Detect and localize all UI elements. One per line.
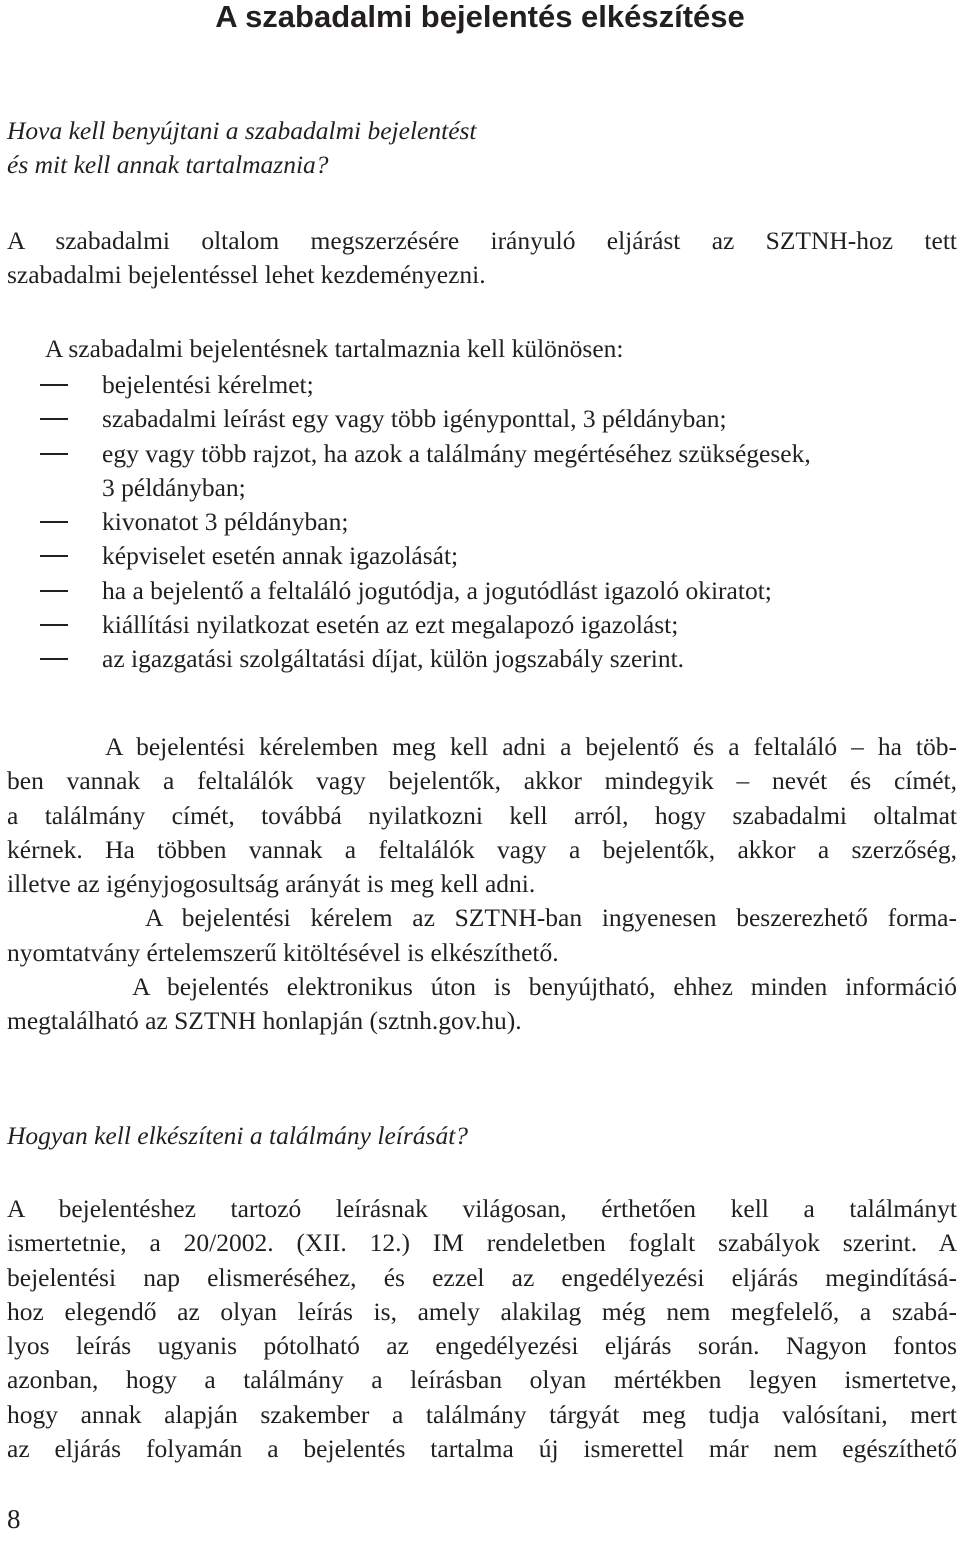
text-line: szabadalmi bejelentéssel lehet kezdeményezni. — [7, 260, 486, 290]
list-item — [7, 574, 957, 608]
text-line: A bejelentési kérelemben meg kell adni a bejelentő és a feltaláló – ha töb- — [7, 732, 957, 761]
list-item — [7, 505, 957, 539]
dash-bullet — [40, 555, 68, 557]
list-item-text: egy vagy több rajzot, ha azok a találmány megértéséhez szükségesek, — [102, 438, 811, 468]
text-line: hogy annak alapján szakember a találmány tárgyát meg tudja valósítani, mert — [7, 1399, 957, 1429]
list-intro — [45, 332, 960, 366]
text-line: A bejelentéshez tartozó leírásnak világosan, érthetően kell a találmányt — [7, 1194, 957, 1223]
text-line: bejelentési nap elismeréséhez, és ezzel az engedélyezési eljárás megindításá- — [7, 1262, 957, 1292]
dash-bullet — [40, 521, 68, 523]
section-2-paragraph — [7, 1192, 957, 1466]
list-item-text: kivonatot 3 példányban; — [102, 507, 349, 537]
dash-bullet — [40, 453, 68, 455]
page-title: A szabadalmi bejelentés elkészítése — [215, 0, 745, 34]
dash-bullet — [40, 418, 68, 420]
question-line: Hova kell benyújtani a szabadalmi bejelentést — [7, 116, 477, 145]
list-item — [7, 402, 957, 436]
dash-bullet — [40, 384, 68, 386]
list-item — [7, 642, 957, 676]
text-line: ben vannak a feltalálók vagy bejelentők, akkor mindegyik – nevét és címét, — [7, 766, 957, 796]
text-line: illetve az igényjogosultság arányát is meg kell adni. — [7, 869, 536, 899]
text-line: A bejelentés elektronikus úton is benyújtható, ehhez minden információ — [7, 972, 957, 1002]
question-line: és mit kell annak tartalmaznia? — [7, 150, 329, 180]
list-item-text: ha a bejelentő a feltaláló jogutódja, a jogutódlást igazoló okiratot; — [102, 575, 772, 605]
list-item-text: képviselet esetén annak igazolását; — [102, 541, 459, 571]
list-item — [7, 437, 957, 471]
list-item — [7, 539, 957, 573]
text-line: A szabadalmi oltalom megszerzésére irányuló eljárást az SZTNH-hoz tett — [7, 226, 957, 255]
dash-bullet — [40, 658, 68, 660]
section-1-paragraph — [7, 224, 957, 293]
text-line: A bejelentési kérelem az SZTNH-ban ingyenesen beszerezhető forma- — [7, 903, 957, 933]
text-line: a találmány címét, továbbá nyilatkozni kell arról, hogy szabadalmi oltalmat — [7, 800, 957, 830]
list-item-text: 3 példányban; — [102, 472, 246, 502]
list-item-text: szabadalmi leírást egy vagy több igényponttal, 3 példányban; — [102, 404, 727, 434]
section-1-body — [7, 730, 957, 1039]
text-line: az eljárás folyamán a bejelentés tartalma új ismerettel már nem egészíthető — [7, 1434, 957, 1464]
dash-bullet — [40, 624, 68, 626]
list-item-text: az igazgatási szolgáltatási díjat, külön jogszabály szerint. — [102, 644, 685, 674]
section-1-question — [7, 114, 957, 183]
text-line: kérnek. Ha többen vannak a feltalálók vagy a bejelentők, akkor a szerzőség, — [7, 834, 957, 864]
list-item — [7, 368, 957, 402]
list-item-text: bejelentési kérelmet; — [102, 370, 314, 399]
section-2-question — [7, 1119, 957, 1153]
text-line: megtalálható az SZTNH honlapján (sztnh.gov.hu). — [7, 1006, 522, 1036]
text-line: azonban, hogy a találmány a leírásban olyan mértékben legyen ismertetve, — [7, 1365, 957, 1395]
list-item-continuation — [7, 471, 957, 505]
text-line: ismertetnie, a 20/2002. (XII. 12.) IM rendeletben foglalt szabályok szerint. A — [7, 1228, 957, 1258]
text-line: hoz elegendő az olyan leírás is, amely alakilag még nem megfelelő, a szabá- — [7, 1296, 957, 1326]
text-line: nyomtatvány értelemszerű kitöltésével is elkészíthető. — [7, 937, 559, 967]
requirements-list — [7, 368, 957, 677]
list-item — [7, 608, 957, 642]
list-item-text: kiállítási nyilatkozat esetén az ezt megalapozó igazolást; — [102, 610, 679, 640]
text-line: lyos leírás ugyanis pótolható az engedélyezési eljárás során. Nagyon fontos — [7, 1331, 957, 1361]
question-line: Hogyan kell elkészíteni a találmány leírását? — [7, 1121, 469, 1150]
dash-bullet — [40, 590, 68, 592]
page-number: 8 — [7, 1504, 21, 1534]
list-intro-text: A szabadalmi bejelentésnek tartalmaznia kell különösen: — [45, 334, 624, 363]
